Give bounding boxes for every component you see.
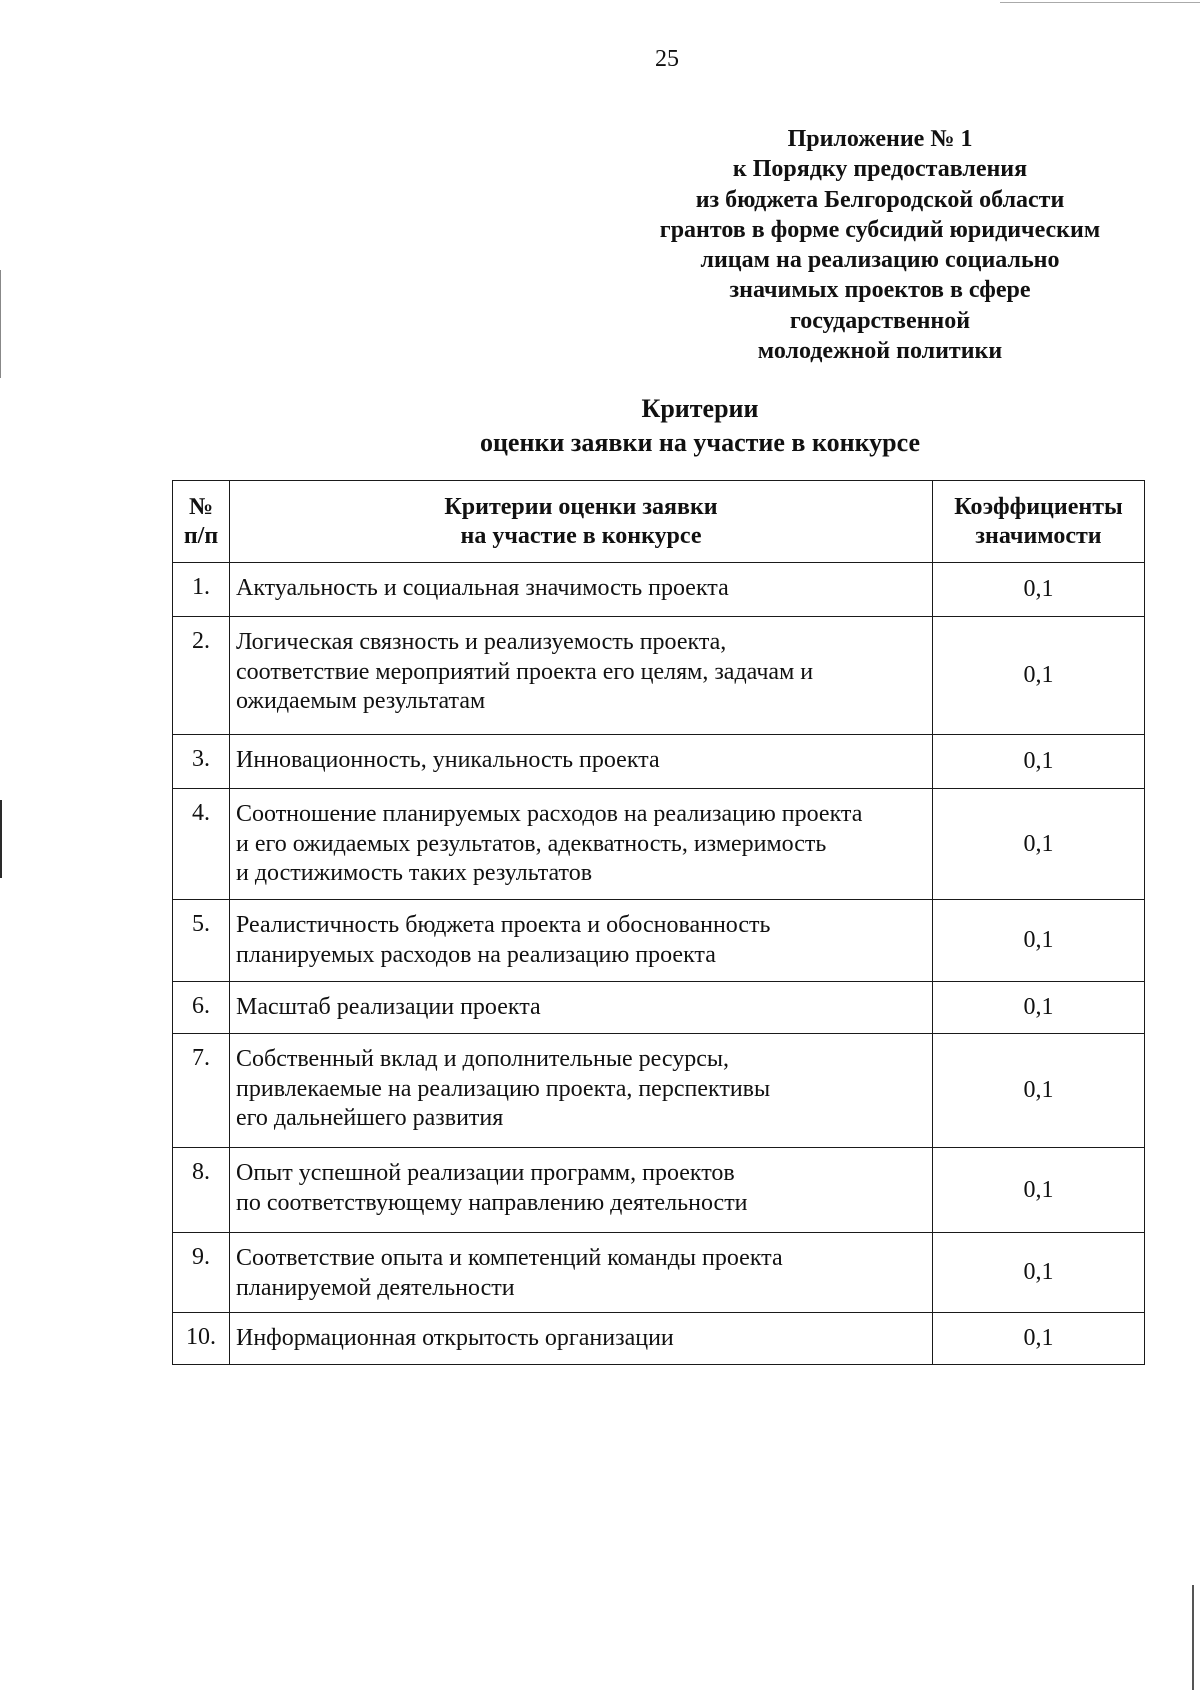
row-coefficient: 0,1 [933, 735, 1145, 789]
appendix-header [630, 124, 1130, 366]
row-coefficient: 0,1 [933, 900, 1145, 982]
appendix-line: из бюджета Белгородской области [695, 186, 1065, 213]
scan-edge-line [0, 800, 2, 878]
appendix-line: молодежной политики [757, 338, 1003, 365]
criterion-line: Информационная открытость организации [236, 1325, 674, 1351]
criterion-line: Реалистичность бюджета проекта и обоснованность [236, 912, 771, 938]
row-number: 1. [173, 563, 230, 617]
table-row [173, 1034, 1145, 1148]
criterion-line: планируемых расходов на реализацию проекта [236, 941, 716, 968]
table-row [173, 900, 1145, 982]
table-row [173, 735, 1145, 789]
scan-edge-line [1000, 2, 1200, 3]
row-criterion [230, 982, 933, 1034]
header-number-line: п/п [183, 522, 219, 549]
row-coefficient: 0,1 [933, 563, 1145, 617]
criterion-line: привлекаемые на реализацию проекта, перспективы [236, 1075, 771, 1102]
appendix-line: к Порядку предоставления [732, 156, 1028, 183]
appendix-line: лицам на реализацию социально [700, 247, 1060, 274]
header-coefficient [933, 481, 1145, 563]
row-number: 8. [173, 1148, 230, 1233]
row-number: 5. [173, 900, 230, 982]
criterion-line: Инновационность, уникальность проекта [236, 747, 660, 773]
table-row [173, 1313, 1145, 1365]
row-criterion [230, 900, 933, 982]
criterion-line: Собственный вклад и дополнительные ресурсы, [236, 1046, 729, 1072]
row-criterion [230, 563, 933, 617]
row-criterion [230, 1233, 933, 1313]
row-coefficient: 0,1 [933, 617, 1145, 735]
header-number [173, 481, 230, 563]
row-number: 4. [173, 789, 230, 900]
criterion-line: Опыт успешной реализации программ, проектов [236, 1160, 735, 1186]
table-row [173, 789, 1145, 900]
row-coefficient: 0,1 [933, 1034, 1145, 1148]
table-row [173, 617, 1145, 735]
header-number-line: № [188, 493, 214, 520]
row-number: 6. [173, 982, 230, 1034]
table-row [173, 1233, 1145, 1313]
criterion-line: и достижимость таких результатов [236, 860, 593, 886]
appendix-line: значимых проектов в сфере [729, 277, 1031, 304]
criterion-line: соответствие мероприятий проекта его целям, задачам и [236, 658, 814, 685]
row-criterion [230, 735, 933, 789]
table-row [173, 982, 1145, 1034]
criteria-table [172, 480, 1145, 1365]
criterion-line: его дальнейшего развития [236, 1105, 504, 1131]
criterion-line: ожидаемым результатам [236, 688, 486, 714]
table-header-row [173, 481, 1145, 563]
criterion-line: Актуальность и социальная значимость проекта [236, 575, 729, 601]
row-coefficient: 0,1 [933, 1148, 1145, 1233]
scan-edge-line [0, 270, 1, 378]
header-criteria-line: на участие в конкурсе [460, 522, 702, 549]
header-coefficient-line: Коэффициенты [954, 493, 1123, 520]
criterion-line: планируемой деятельности [236, 1274, 515, 1301]
criterion-line: Логическая связность и реализуемость проекта, [236, 629, 727, 655]
appendix-line: грантов в форме субсидий юридическим [659, 216, 1101, 243]
criterion-line: Масштаб реализации проекта [236, 994, 541, 1020]
table-row [173, 563, 1145, 617]
criterion-line: Соотношение планируемых расходов на реализацию проекта [236, 801, 863, 827]
row-number: 10. [173, 1313, 230, 1365]
row-criterion [230, 1034, 933, 1148]
page-number: 25 [655, 46, 679, 72]
document-title [400, 392, 1000, 460]
header-criteria-line: Критерии оценки заявки [444, 493, 718, 520]
appendix-line: государственной [789, 307, 971, 334]
row-criterion [230, 789, 933, 900]
row-number: 7. [173, 1034, 230, 1148]
title-line: Критерии [641, 394, 759, 423]
header-coefficient-line: значимости [975, 522, 1102, 549]
row-number: 3. [173, 735, 230, 789]
title-line: оценки заявки на участие в конкурсе [479, 428, 921, 457]
row-criterion [230, 617, 933, 735]
row-coefficient: 0,1 [933, 1313, 1145, 1365]
criterion-line: и его ожидаемых результатов, адекватность, измеримость [236, 830, 827, 857]
row-coefficient: 0,1 [933, 789, 1145, 900]
criterion-line: Соответствие опыта и компетенций команды проекта [236, 1245, 783, 1271]
row-number: 2. [173, 617, 230, 735]
row-coefficient: 0,1 [933, 982, 1145, 1034]
criterion-line: по соответствующему направлению деятельности [236, 1189, 748, 1216]
row-coefficient: 0,1 [933, 1233, 1145, 1313]
row-criterion [230, 1148, 933, 1233]
scan-edge-line [1192, 1585, 1194, 1690]
header-criteria [230, 481, 933, 563]
appendix-line: Приложение № 1 [787, 126, 973, 152]
row-criterion [230, 1313, 933, 1365]
table-row [173, 1148, 1145, 1233]
row-number: 9. [173, 1233, 230, 1313]
